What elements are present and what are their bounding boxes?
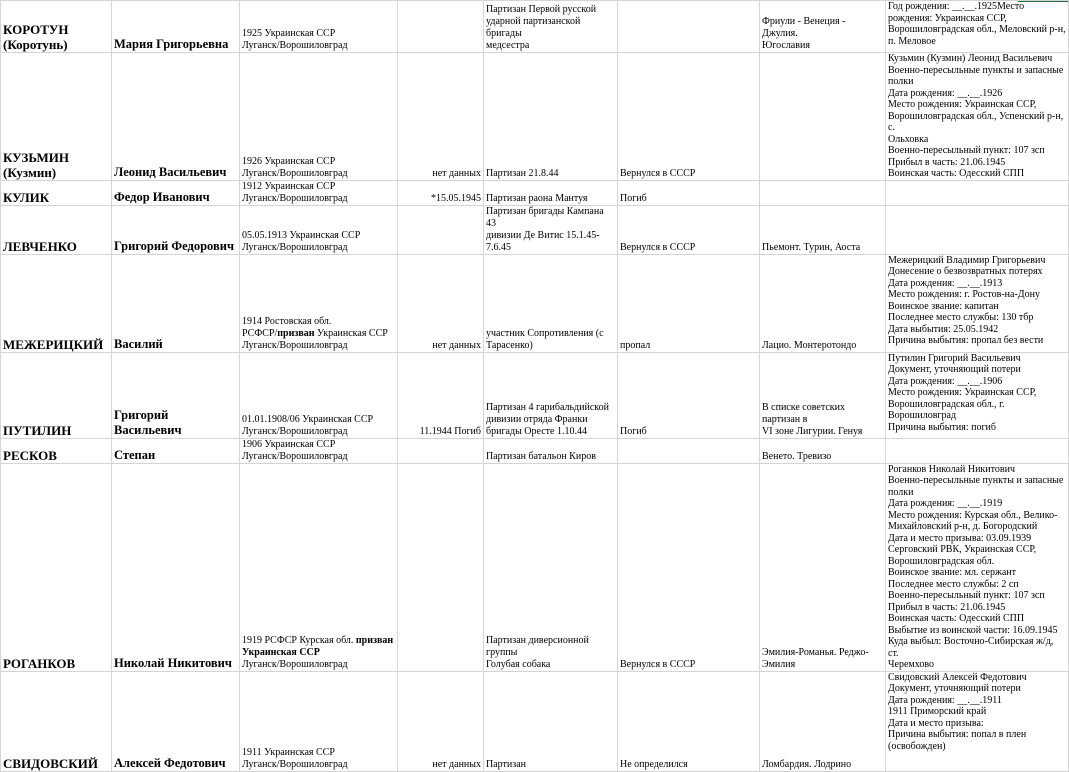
cell-birth[interactable]: 1926 Украинская ССР Луганск/Ворошиловград xyxy=(240,53,398,181)
cell-place[interactable]: Фриули - Венеция - Джулия. Югославия xyxy=(760,1,886,53)
cell-archive-note[interactable]: Путилин Григорий Васильевич Документ, уточняющий потери Дата рождения: __.__.1906 Место рождения: Украинская ССР, Ворошиловградская обл., г. Ворошиловград Причина выбытия: погиб xyxy=(886,352,1069,438)
birth-drafted-label: призван Украинская ССР xyxy=(242,634,394,658)
cell-fate[interactable] xyxy=(618,1,760,53)
cell-role[interactable]: Партизан 4 гарибальдийской дивизии отряда Франки бригады Оресте 1.10.44 xyxy=(484,352,618,438)
cell-archive-note[interactable]: Роганков Николай Никитович Военно-пересыльные пункты и запасные полки Дата рождения: __.__.1919 Место рождения: Курская обл., Велико- Михайловский р-н, д. Богородский Дата и место призыва: 03.09.1939 Серговский РВК, Украинская ССР, Ворошиловградская обл. Воинское звание: мл. сержант Последнее место службы: 2 сп Военно-пересыльный пункт: 107 зсп Прибыл в часть: 21.06.1945 Воинская часть: Одесский СПП Выбытие из воинской части: 16.09.1945 Куда выбыл: Восточно-Сибирская ж/д, ст. Черемхово xyxy=(886,463,1069,671)
cell-archive-note[interactable] xyxy=(886,205,1069,254)
cell-surname[interactable]: КУЛИК xyxy=(1,180,112,205)
birth-drafted-label: призван xyxy=(277,327,315,339)
cell-birth[interactable]: 1912 Украинская ССР Луганск/Ворошиловград xyxy=(240,180,398,205)
table-row xyxy=(1,463,1069,671)
cell-surname[interactable]: КОРОТУН (Коротунь) xyxy=(1,1,112,53)
cell-fate[interactable]: Погиб xyxy=(618,352,760,438)
cell-place[interactable]: Лацио. Монтеротондо xyxy=(760,254,886,352)
cell-place[interactable] xyxy=(760,180,886,205)
cell-given-name[interactable]: Григорий Васильевич xyxy=(112,352,240,438)
cell-archive-note[interactable] xyxy=(886,180,1069,205)
cell-place[interactable] xyxy=(760,53,886,181)
cell-death-date[interactable] xyxy=(398,1,484,53)
table-row xyxy=(1,254,1069,352)
cell-given-name[interactable]: Василий xyxy=(112,254,240,352)
cell-fate[interactable]: Не определился xyxy=(618,671,760,771)
cell-role[interactable]: Партизан xyxy=(484,671,618,771)
cell-birth[interactable]: 1925 Украинская ССР Луганск/Ворошиловград xyxy=(240,1,398,53)
cell-surname[interactable]: ПУТИЛИН xyxy=(1,352,112,438)
table-row xyxy=(1,1,1069,53)
cell-role[interactable]: Партизан раона Мантуя xyxy=(484,180,618,205)
cell-birth[interactable]: 05.05.1913 Украинская ССР Луганск/Ворошиловград xyxy=(240,205,398,254)
cell-fate[interactable] xyxy=(618,438,760,463)
table-row xyxy=(1,205,1069,254)
cell-given-name[interactable]: Григорий Федорович xyxy=(112,205,240,254)
cell-role[interactable]: Партизан бригады Кампана 43 дивизии Де Витис 15.1.45-7.6.45 xyxy=(484,205,618,254)
cell-archive-note[interactable] xyxy=(886,438,1069,463)
cell-surname[interactable]: КУЗЬМИН (Кузмин) xyxy=(1,53,112,181)
cell-role[interactable]: Партизан батальон Киров xyxy=(484,438,618,463)
cell-given-name[interactable]: Николай Никитович xyxy=(112,463,240,671)
cell-role[interactable]: Партизан Первой русской ударной партизанской бригады медсестра xyxy=(484,1,618,53)
cell-given-name[interactable]: Леонид Васильевич xyxy=(112,53,240,181)
table-row xyxy=(1,671,1069,771)
cell-fate[interactable]: пропал xyxy=(618,254,760,352)
cell-archive-note[interactable]: Межерицкий Владимир Григорьевич Донесение о безвозвратных потерях Дата рождения: __.__.1913 Место рождения: г. Ростов-на-Дону Воинское звание: капитан Последнее место службы: 130 тбр Дата выбытия: 25.05.1942 Причина выбытия: пропал без вести xyxy=(886,254,1069,352)
cell-archive-note[interactable]: Год рождения: __.__.1925Место рождения: Украинская ССР, Ворошиловградская обл., Меловский р-н, п. Меловое xyxy=(886,1,1069,53)
cell-given-name[interactable]: Мария Григорьевна xyxy=(112,1,240,53)
cell-birth[interactable] xyxy=(240,463,398,671)
cell-given-name[interactable]: Алексей Федотович xyxy=(112,671,240,771)
cell-death-date[interactable]: нет данных xyxy=(398,254,484,352)
table-row xyxy=(1,53,1069,181)
table-row xyxy=(1,352,1069,438)
birth-text: 1919 РСФСР Курская обл. xyxy=(242,634,356,646)
cell-given-name[interactable]: Степан xyxy=(112,438,240,463)
cell-place[interactable]: Венето. Тревизо xyxy=(760,438,886,463)
cell-death-date[interactable]: 11.1944 Погиб xyxy=(398,352,484,438)
cell-place[interactable]: Эмилия-Романья. Реджо- Эмилия xyxy=(760,463,886,671)
cell-surname[interactable]: РЕСКОВ xyxy=(1,438,112,463)
cell-role[interactable]: Партизан диверсионной группы Голубая собака xyxy=(484,463,618,671)
cell-death-date[interactable]: нет данных xyxy=(398,671,484,771)
cell-birth[interactable]: 01.01.1908/06 Украинская ССР Луганск/Ворошиловград xyxy=(240,352,398,438)
cell-birth[interactable]: 1906 Украинская ССР Луганск/Ворошиловград xyxy=(240,438,398,463)
cell-surname[interactable]: ЛЕВЧЕНКО xyxy=(1,205,112,254)
cell-death-date[interactable] xyxy=(398,463,484,671)
birth-text-tail: Луганск/Ворошиловград xyxy=(242,658,348,670)
cell-fate[interactable]: Погиб xyxy=(618,180,760,205)
cell-fate[interactable]: Вернулся в СССР xyxy=(618,53,760,181)
cell-archive-note[interactable]: Свидовский Алексей Федотович Документ, уточняющий потери Дата рождения: __.__.1911 1911 Приморский край Дата и место призыва: Причина выбытия: попал в плен (освобожден) xyxy=(886,671,1069,771)
cell-role[interactable]: Партизан 21.8.44 xyxy=(484,53,618,181)
cell-death-date[interactable]: нет данных xyxy=(398,53,484,181)
cell-birth[interactable] xyxy=(240,254,398,352)
cell-birth[interactable]: 1911 Украинская ССР Луганск/Ворошиловград xyxy=(240,671,398,771)
cell-archive-note[interactable]: Кузьмин (Кузмин) Леонид Васильевич Военно-пересыльные пункты и запасные полки Дата рождения: __.__.1926 Место рождения: Украинская ССР, Ворошиловградская обл., Успенский р-н, с. Ольховка Военно-пересыльный пункт: 107 зсп Прибыл в часть: 21.06.1945 Воинская часть: Одесский СПП xyxy=(886,53,1069,181)
cell-death-date[interactable] xyxy=(398,205,484,254)
cell-death-date[interactable]: *15.05.1945 xyxy=(398,180,484,205)
cell-surname[interactable]: СВИДОВСКИЙ xyxy=(1,671,112,771)
birth-text-tail: Украинская ССР Луганск/Ворошиловград xyxy=(242,327,388,351)
cell-place[interactable]: Пьемонт. Турин, Аоста xyxy=(760,205,886,254)
cell-place[interactable]: Ломбардия. Лодрино xyxy=(760,671,886,771)
table-row xyxy=(1,180,1069,205)
cell-role[interactable]: участник Сопротивления (с Тарасенко) xyxy=(484,254,618,352)
cell-fate[interactable]: Вернулся в СССР xyxy=(618,205,760,254)
cell-death-date[interactable] xyxy=(398,438,484,463)
cell-place[interactable]: В списке советских партизан в VI зоне Лигурии. Генуя xyxy=(760,352,886,438)
cell-fate[interactable]: Вернулся в СССР xyxy=(618,463,760,671)
birth-text: 1914 Ростовская обл. РСФСР/ xyxy=(242,315,332,339)
cell-given-name[interactable]: Федор Иванович xyxy=(112,180,240,205)
table-row xyxy=(1,438,1069,463)
cell-surname[interactable]: РОГАНКОВ xyxy=(1,463,112,671)
cell-surname[interactable]: МЕЖЕРИЦКИЙ xyxy=(1,254,112,352)
